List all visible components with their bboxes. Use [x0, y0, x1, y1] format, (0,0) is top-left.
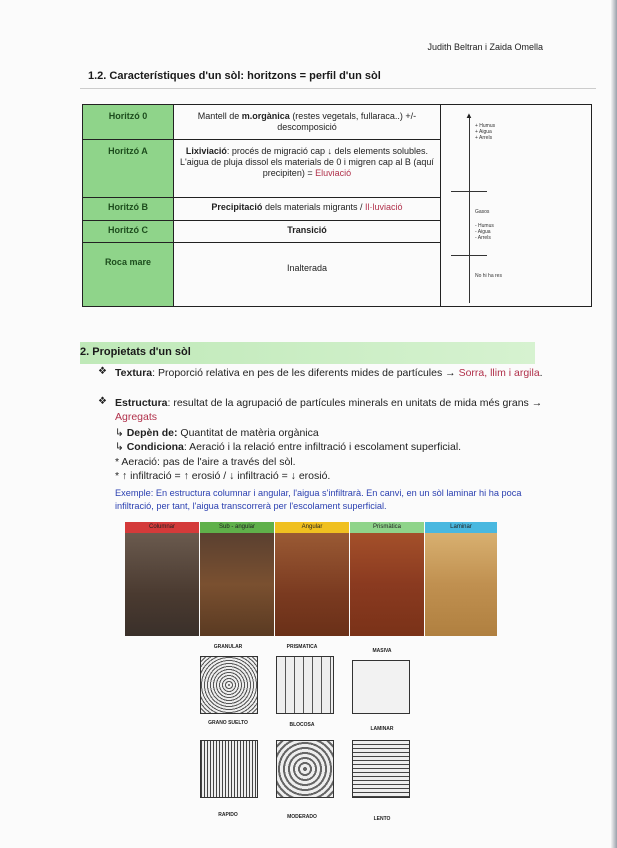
prismatica-diagram	[276, 656, 334, 714]
authors: Judith Beltran i Zaida Omella	[427, 42, 543, 52]
section-2-title: 2. Propietats d'un sòl	[80, 346, 191, 358]
grano-suelto-diagram	[200, 740, 258, 798]
photo-columnar: Columnar	[125, 522, 199, 636]
arrow-up-icon: ▲	[464, 111, 473, 120]
masiva-diagram	[352, 660, 410, 714]
example-text: Exemple: En estructura columnar i angular, l'aigua s'infiltrarà. En canvi, en un sòl laminar hi ha poca infiltració, per tant, l'aigua transcorrerà per l'escolament superficial.	[115, 488, 522, 511]
horizon-name: Horitzó A	[83, 140, 174, 198]
horizon-desc: Lixiviació: procés de migració cap ↓ dels elements solubles. L'aigua de pluja dissol els materials de 0 i migren cap al B (aquí precipiten) = Eluviació	[173, 140, 440, 198]
photo-angular: Angular	[275, 522, 349, 636]
profile-mid-labels: - Humus - Aigua - Arrels	[474, 223, 494, 241]
granular-diagram	[200, 656, 258, 714]
depen-line: ↳ Depèn de: Quantitat de matèria orgànica	[115, 427, 319, 439]
photo-sub-angular: Sub - angular	[200, 522, 274, 636]
diamond-bullet-icon: ❖	[98, 366, 107, 377]
horizon-desc: Inalterada	[173, 242, 440, 306]
diagram-label: LENTO	[373, 816, 391, 822]
horizon-desc: Transició	[173, 220, 440, 242]
horizon-name: Roca mare	[83, 242, 174, 306]
diagram-label: MASIVA	[372, 648, 392, 654]
page-edge	[611, 0, 617, 848]
infiltracio-line: * ↑ infiltració = ↑ erosió / ↓ infiltració = ↓ erosió.	[115, 470, 331, 482]
diagram-label: RAPIDO	[218, 812, 238, 818]
horizon-desc: Precipitació dels materials migrants / Il·luviació	[173, 198, 440, 220]
horizons-table	[82, 104, 592, 307]
textura-paragraph: Textura: Proporció relativa en pes de les diferents mides de partícules → Sorra, llim i argila.	[115, 367, 543, 379]
photo-prismatica: Prismàtica	[350, 522, 424, 636]
laminar-diagram	[352, 740, 410, 798]
horizon-name: Horitzó B	[83, 198, 174, 220]
profile-gasos: Gasos	[474, 209, 490, 215]
diagram-label: GRANO SUELTO	[208, 720, 248, 726]
diagram-label: MODERADO	[287, 814, 317, 820]
condiciona-line: ↳ Condiciona: Aeració i la relació entre infiltració i escolament superficial.	[115, 441, 462, 453]
diagram-label: GRANULAR	[213, 644, 243, 650]
section-1-title: 1.2. Característiques d'un sòl: horitzons = perfil d'un sòl	[88, 70, 381, 82]
diagram-label: PRISMATICA	[286, 644, 318, 650]
estructura-paragraph: Estructura: resultat de la agrupació de partícules minerals en unitats de mida més grans → Agregats	[115, 397, 543, 423]
profile-bottom: No hi ha res	[474, 273, 502, 279]
horizon-name: Horitzó 0	[83, 105, 174, 140]
profile-diagram	[440, 105, 591, 307]
horizon-desc: Mantell de m.orgànica (restes vegetals, fullaraca..) +/- descomposició	[173, 105, 440, 140]
diagram-label: LAMINAR	[370, 726, 394, 732]
blocosa-diagram	[276, 740, 334, 798]
aeracio-line: * Aeració: pas de l'aire a través del sòl.	[115, 456, 296, 468]
photo-laminar: Laminar	[425, 522, 497, 636]
diamond-bullet-icon: ❖	[98, 396, 107, 407]
horizon-name: Horitzó C	[83, 220, 174, 242]
diagram-label: BLOCOSA	[289, 722, 315, 728]
profile-top-labels: + Humus + Aigua + Arrels	[474, 123, 496, 141]
divider	[80, 88, 596, 89]
